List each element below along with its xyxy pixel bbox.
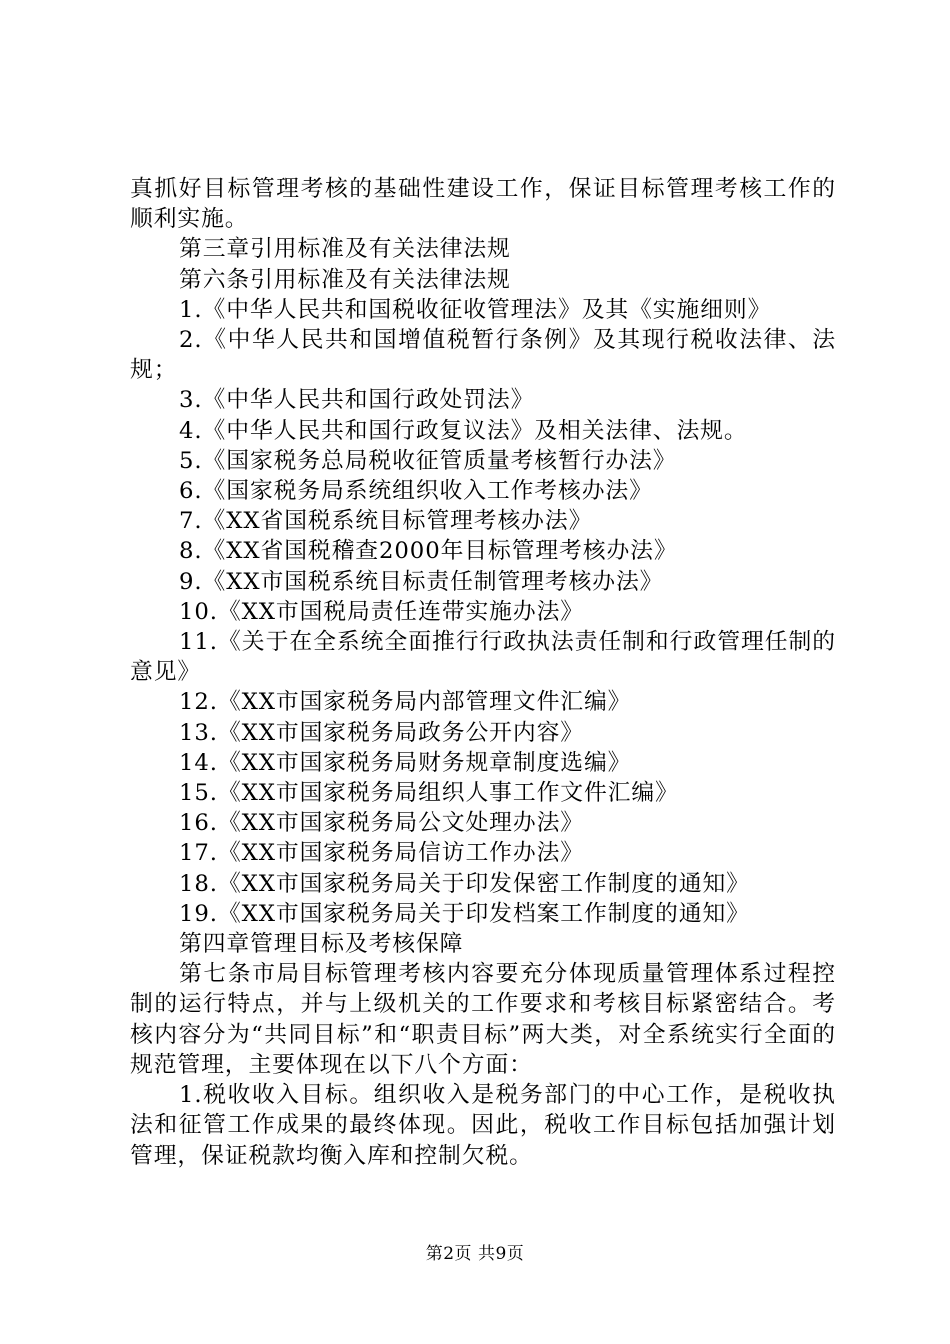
paragraph: 9.《XX市国税系统目标责任制管理考核办法》 [179,568,664,595]
paragraph: 真抓好目标管理考核的基础性建设工作，保证目标管理考核工作的顺利实施。 [130,176,836,233]
paragraph: 19.《XX市国家税务局关于印发档案工作制度的通知》 [179,900,750,927]
paragraph: 8.《XX省国税稽查2000年目标管理考核办法》 [179,538,678,565]
paragraph: 1.《中华人民共和国税收征收管理法》及其《实施细则》 [179,296,772,323]
paragraph: 2.《中华人民共和国增值税暂行条例》及其现行税收法律、法规； [130,327,836,384]
paragraph: 11.《关于在全系统全面推行行政执法责任制和行政管理任制的意见》 [130,629,836,686]
paragraph: 6.《国家税务局系统组织收入工作考核办法》 [179,478,653,505]
page-footer: 第2页 共9页 [425,1244,525,1264]
paragraph: 17.《XX市国家税务局信访工作办法》 [179,840,584,867]
paragraph: 12.《XX市国家税务局内部管理文件汇编》 [179,689,632,716]
paragraph: 第六条引用标准及有关法律法规 [179,266,511,293]
paragraph: 15.《XX市国家税务局组织人事工作文件汇编》 [179,780,679,807]
paragraph: 第七条市局目标管理考核内容要充分体现质量管理体系过程控制的运行特点，并与上级机关的工作要求和考核目标紧密结合。考核内容分为“共同目标”和“职责目标”两大类，对全系统实行全面的规范管理，主要体现在以下八个方面： [130,961,836,1078]
paragraph: 10.《XX市国税局责任连带实施办法》 [179,598,584,625]
paragraph: 7.《XX省国税系统目标管理考核办法》 [179,508,593,535]
paragraph: 13.《XX市国家税务局政务公开内容》 [179,719,584,746]
paragraph: 4.《中华人民共和国行政复议法》及相关法律、法规。 [179,417,748,444]
paragraph: 14.《XX市国家税务局财务规章制度选编》 [179,749,632,776]
paragraph: 5.《国家税务总局税收征管质量考核暂行办法》 [179,447,677,474]
paragraph: 3.《中华人民共和国行政处罚法》 [179,387,535,414]
paragraph: 18.《XX市国家税务局关于印发保密工作制度的通知》 [179,870,750,897]
paragraph: 第三章引用标准及有关法律法规 [179,236,511,263]
paragraph: 第四章管理目标及考核保障 [179,931,464,958]
document-body [130,174,836,1171]
paragraph: 1.税收收入目标。组织收入是税务部门的中心工作，是税收执法和征管工作成果的最终体现。因此，税收工作目标包括加强计划管理，保证税款均衡入库和控制欠税。 [130,1082,836,1169]
paragraph: 16.《XX市国家税务局公文处理办法》 [179,810,584,837]
